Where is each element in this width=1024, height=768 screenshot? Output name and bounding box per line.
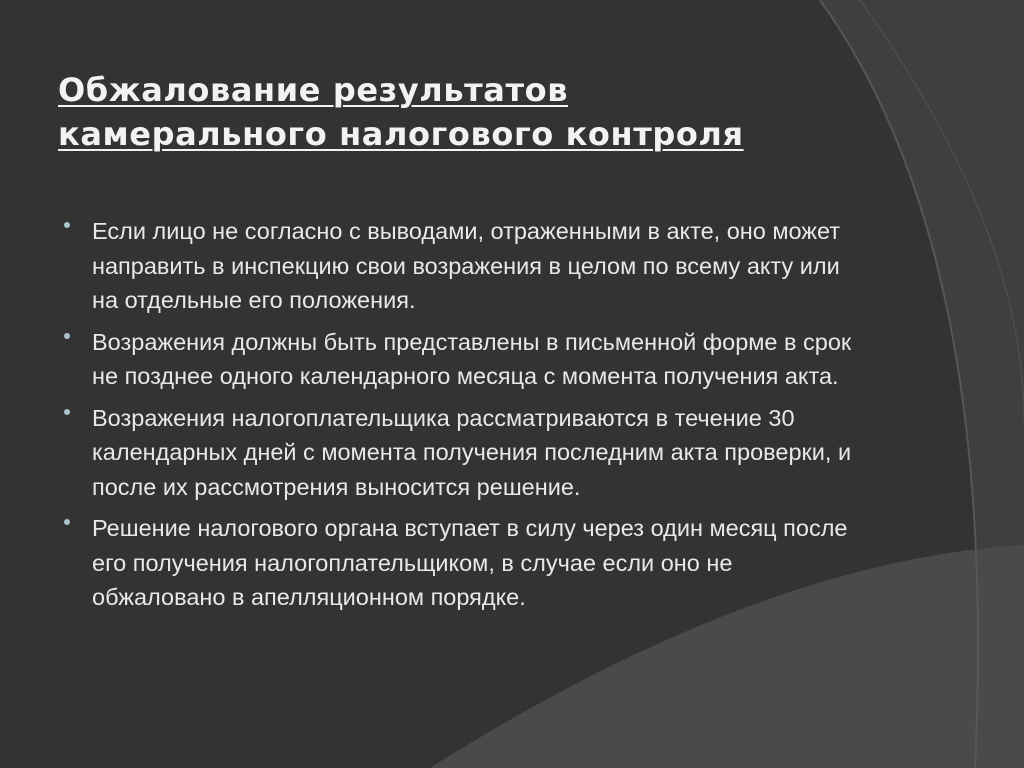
list-item [62,511,862,615]
bullet-dot-icon [62,517,72,527]
title-line-1: Обжалование результатов [58,71,569,109]
bullet-text: Если лицо не согласно с выводами, отраженными в акте, оно может направить в инспекцию свои возражения в целом по всему акту или на отдельные его положения. [92,218,841,313]
bullet-text: Возражения налогоплательщика рассматриваются в течение 30 календарных дней с момента получения последним акта проверки, и после их рассмотрения выносится решение. [92,404,852,500]
bullet-text: Решение налогового органа вступает в силу через один месяц после его получения налогоплательщиком, в случае если оно не обжаловано в апелляционном порядке. [92,515,848,610]
bullet-text: Возражения должны быть представлены в письменной форме в срок не позднее одного календарного месяца с момента получения акта. [92,328,852,389]
list-item [62,401,862,505]
slide-title [58,68,958,156]
bullet-dot-icon [62,220,72,230]
bullet-dot-icon [62,407,72,417]
title-line-2: камерального налогового контроля [58,115,744,153]
bullet-list [62,214,862,622]
list-item [62,214,862,318]
list-item [62,325,862,394]
bullet-dot-icon [62,331,72,341]
